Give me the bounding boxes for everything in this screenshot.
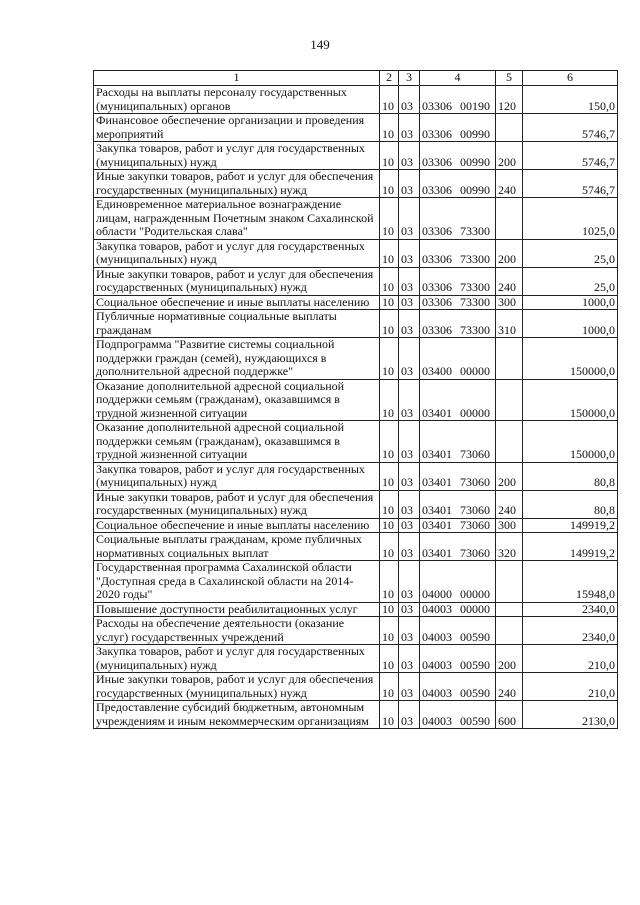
row-target-code (420, 701, 496, 729)
row-name: Оказание дополнительной адресной социальной поддержки семьям (гражданам), оказавшимся в трудной жизненной ситуации (94, 379, 380, 421)
row-amount: 1000,0 (523, 295, 618, 310)
row-subsection: 03 (399, 310, 420, 338)
table-row (94, 421, 618, 463)
row-amount: 25,0 (523, 267, 618, 295)
row-name: Закупка товаров, работ и услуг для государственных (муниципальных) нужд (94, 462, 380, 490)
row-subsection: 03 (399, 379, 420, 421)
row-target-code-program: 03401 (422, 545, 452, 560)
row-subsection: 03 (399, 86, 420, 114)
page-number: 149 (310, 37, 330, 52)
row-subsection: 03 (399, 518, 420, 533)
row-target-code (420, 86, 496, 114)
table-row (94, 701, 618, 729)
row-expense-type: 240 (496, 170, 523, 198)
row-target-code-program: 04000 (422, 587, 452, 601)
row-amount: 80,8 (523, 490, 618, 518)
row-subsection: 03 (399, 533, 420, 561)
row-target-code-program: 03306 (422, 126, 452, 141)
row-target-code-program: 04003 (422, 713, 452, 728)
row-section: 10 (380, 379, 399, 421)
row-subsection: 03 (399, 198, 420, 240)
table-row (94, 602, 618, 617)
row-name: Публичные нормативные социальные выплаты гражданам (94, 310, 380, 338)
row-name: Финансовое обеспечение организации и проведения мероприятий (94, 114, 380, 142)
row-target-code (420, 338, 496, 380)
row-name: Предоставление субсидий бюджетным, автономным учреждениям и иным некоммерческим организациям (94, 701, 380, 729)
row-section: 10 (380, 421, 399, 463)
row-name: Социальное обеспечение и иные выплаты населению (94, 518, 380, 533)
header-col-target-code: 4 (420, 71, 496, 86)
row-subsection: 03 (399, 490, 420, 518)
row-target-code (420, 114, 496, 142)
row-expense-type (496, 338, 523, 380)
row-target-code-program: 03401 (422, 517, 452, 532)
row-target-code (420, 645, 496, 673)
row-target-code-direction: 73300 (460, 294, 490, 309)
row-target-code (420, 310, 496, 338)
table-row (94, 310, 618, 338)
row-target-code (420, 673, 496, 701)
row-target-code-program: 03306 (422, 280, 452, 294)
row-amount: 1025,0 (523, 198, 618, 240)
row-amount: 149919,2 (523, 518, 618, 533)
row-target-code (420, 561, 496, 603)
row-expense-type (496, 198, 523, 240)
row-target-code (420, 379, 496, 421)
row-name: Государственная программа Сахалинской области "Доступная среда в Сахалинской области на 2014-2020 годы" (94, 561, 380, 603)
row-name: Единовременное материальное вознаграждение лицам, награжденным Почетным знаком Сахалинской области "Родительская слава" (94, 198, 380, 240)
row-amount: 2340,0 (523, 617, 618, 645)
row-target-code (420, 198, 496, 240)
row-amount: 5746,7 (523, 142, 618, 170)
row-section: 10 (380, 114, 399, 142)
row-expense-type (496, 602, 523, 617)
row-target-code (420, 602, 496, 617)
row-subsection: 03 (399, 295, 420, 310)
row-amount: 149919,2 (523, 533, 618, 561)
row-name: Социальное обеспечение и иные выплаты населению (94, 295, 380, 310)
row-target-code-program: 03401 (422, 475, 452, 489)
table-row (94, 645, 618, 673)
row-subsection: 03 (399, 602, 420, 617)
row-name: Повышение доступности реабилитационных услуг (94, 602, 380, 617)
row-expense-type: 200 (496, 239, 523, 267)
row-target-code-program: 04003 (422, 685, 452, 700)
row-subsection: 03 (399, 673, 420, 701)
row-target-code-direction: 73060 (460, 517, 490, 532)
row-target-code-program: 03306 (422, 294, 452, 309)
row-section: 10 (380, 490, 399, 518)
row-expense-type: 240 (496, 673, 523, 701)
row-expense-type: 240 (496, 267, 523, 295)
row-section: 10 (380, 295, 399, 310)
row-section: 10 (380, 701, 399, 729)
row-name: Иные закупки товаров, работ и услуг для обеспечения государственных (муниципальных) нужд (94, 267, 380, 295)
row-expense-type (496, 114, 523, 142)
row-subsection: 03 (399, 617, 420, 645)
row-amount: 150000,0 (523, 421, 618, 463)
row-section: 10 (380, 645, 399, 673)
table-row (94, 518, 618, 533)
row-target-code-program: 03306 (422, 224, 452, 238)
row-name: Оказание дополнительной адресной социальной поддержки семьям (гражданам), оказавшимся в трудной жизненной ситуации (94, 421, 380, 463)
header-col-name: 1 (94, 71, 380, 86)
row-target-code-program: 03306 (422, 322, 452, 337)
row-expense-type: 200 (496, 462, 523, 490)
row-target-code-program: 03306 (422, 182, 452, 197)
row-target-code (420, 533, 496, 561)
row-name: Иные закупки товаров, работ и услуг для обеспечения государственных (муниципальных) нужд (94, 673, 380, 701)
row-name: Расходы на выплаты персоналу государственных (муниципальных) органов (94, 86, 380, 114)
row-name: Закупка товаров, работ и услуг для государственных (муниципальных) нужд (94, 645, 380, 673)
row-section: 10 (380, 86, 399, 114)
row-amount: 1000,0 (523, 310, 618, 338)
row-target-code-program: 04003 (422, 629, 452, 644)
row-target-code-program: 04003 (422, 601, 452, 616)
row-target-code (420, 239, 496, 267)
table-row (94, 114, 618, 142)
row-section: 10 (380, 533, 399, 561)
row-subsection: 03 (399, 239, 420, 267)
row-target-code-direction: 00590 (460, 713, 490, 728)
budget-table (93, 70, 618, 729)
row-amount: 2340,0 (523, 602, 618, 617)
row-amount: 210,0 (523, 673, 618, 701)
row-target-code-direction: 00590 (460, 685, 490, 700)
row-amount: 5746,7 (523, 114, 618, 142)
header-col-section: 2 (380, 71, 399, 86)
row-target-code-direction: 73060 (460, 545, 490, 560)
row-expense-type (496, 617, 523, 645)
row-subsection: 03 (399, 701, 420, 729)
row-target-code-direction: 00000 (460, 587, 490, 601)
row-name: Иные закупки товаров, работ и услуг для обеспечения государственных (муниципальных) нужд (94, 490, 380, 518)
row-subsection: 03 (399, 142, 420, 170)
row-target-code-program: 03401 (422, 405, 452, 420)
row-subsection: 03 (399, 338, 420, 380)
row-expense-type: 310 (496, 310, 523, 338)
row-target-code (420, 267, 496, 295)
row-expense-type: 600 (496, 701, 523, 729)
table-row (94, 239, 618, 267)
row-subsection: 03 (399, 114, 420, 142)
row-target-code-direction: 73300 (460, 252, 490, 266)
row-amount: 150,0 (523, 86, 618, 114)
row-amount: 80,8 (523, 462, 618, 490)
table-header-row (94, 71, 618, 86)
row-target-code (420, 421, 496, 463)
row-section: 10 (380, 170, 399, 198)
row-target-code (420, 490, 496, 518)
row-expense-type: 300 (496, 518, 523, 533)
row-name: Закупка товаров, работ и услуг для государственных (муниципальных) нужд (94, 239, 380, 267)
row-subsection: 03 (399, 462, 420, 490)
row-name: Подпрограмма "Развитие системы социальной поддержки граждан (семей), нуждающихся в дополнительной адресной поддержке" (94, 338, 380, 380)
table-row (94, 462, 618, 490)
table-row (94, 533, 618, 561)
row-section: 10 (380, 239, 399, 267)
row-section: 10 (380, 518, 399, 533)
table-row (94, 198, 618, 240)
row-section: 10 (380, 310, 399, 338)
row-expense-type (496, 421, 523, 463)
row-expense-type (496, 561, 523, 603)
table-row (94, 490, 618, 518)
table-row (94, 617, 618, 645)
row-subsection: 03 (399, 170, 420, 198)
row-target-code-program: 03306 (422, 98, 452, 113)
row-target-code (420, 142, 496, 170)
table-row (94, 170, 618, 198)
row-target-code-direction: 00990 (460, 182, 490, 197)
row-amount: 25,0 (523, 239, 618, 267)
row-section: 10 (380, 338, 399, 380)
row-subsection: 03 (399, 267, 420, 295)
header-col-subsection: 3 (399, 71, 420, 86)
row-section: 10 (380, 602, 399, 617)
row-name: Расходы на обеспечение деятельности (оказание услуг) государственных учреждений (94, 617, 380, 645)
table-row (94, 295, 618, 310)
row-target-code-program: 03306 (422, 252, 452, 266)
row-target-code-direction: 00190 (460, 98, 490, 113)
row-target-code-direction: 00990 (460, 154, 490, 169)
row-subsection: 03 (399, 645, 420, 673)
row-target-code (420, 518, 496, 533)
row-expense-type: 320 (496, 533, 523, 561)
row-subsection: 03 (399, 421, 420, 463)
row-section: 10 (380, 673, 399, 701)
table-row (94, 86, 618, 114)
row-target-code-direction: 00000 (460, 364, 490, 378)
row-amount: 5746,7 (523, 170, 618, 198)
table-row (94, 561, 618, 603)
row-name: Социальные выплаты гражданам, кроме публичных нормативных социальных выплат (94, 533, 380, 561)
row-target-code-program: 03400 (422, 364, 452, 378)
row-target-code (420, 295, 496, 310)
row-target-code (420, 170, 496, 198)
row-target-code (420, 617, 496, 645)
row-section: 10 (380, 267, 399, 295)
row-target-code-direction: 73300 (460, 224, 490, 238)
row-target-code-direction: 00990 (460, 126, 490, 141)
row-target-code-program: 03401 (422, 503, 452, 517)
row-expense-type: 200 (496, 645, 523, 673)
row-target-code-direction: 00590 (460, 629, 490, 644)
row-expense-type: 300 (496, 295, 523, 310)
row-target-code-direction: 00000 (460, 601, 490, 616)
header-col-expense-type: 5 (496, 71, 523, 86)
row-target-code-direction: 73300 (460, 322, 490, 337)
row-section: 10 (380, 561, 399, 603)
table-row (94, 338, 618, 380)
table-row (94, 379, 618, 421)
row-target-code-program: 03401 (422, 447, 452, 461)
row-target-code-direction: 00000 (460, 405, 490, 420)
row-section: 10 (380, 142, 399, 170)
row-name: Закупка товаров, работ и услуг для государственных (муниципальных) нужд (94, 142, 380, 170)
row-section: 10 (380, 198, 399, 240)
row-expense-type (496, 379, 523, 421)
row-target-code-program: 04003 (422, 657, 452, 672)
table-row (94, 673, 618, 701)
row-target-code-direction: 73300 (460, 280, 490, 294)
row-amount: 150000,0 (523, 338, 618, 380)
row-target-code-direction: 73060 (460, 475, 490, 489)
row-amount: 15948,0 (523, 561, 618, 603)
row-expense-type: 200 (496, 142, 523, 170)
row-target-code-direction: 00590 (460, 657, 490, 672)
row-amount: 210,0 (523, 645, 618, 673)
header-col-amount: 6 (523, 71, 618, 86)
row-expense-type: 240 (496, 490, 523, 518)
row-section: 10 (380, 462, 399, 490)
row-expense-type: 120 (496, 86, 523, 114)
row-target-code-direction: 73060 (460, 447, 490, 461)
table-row (94, 142, 618, 170)
row-target-code-direction: 73060 (460, 503, 490, 517)
row-name: Иные закупки товаров, работ и услуг для обеспечения государственных (муниципальных) нужд (94, 170, 380, 198)
row-target-code (420, 462, 496, 490)
row-section: 10 (380, 617, 399, 645)
row-target-code-program: 03306 (422, 154, 452, 169)
table-row (94, 267, 618, 295)
row-amount: 150000,0 (523, 379, 618, 421)
row-subsection: 03 (399, 561, 420, 603)
row-amount: 2130,0 (523, 701, 618, 729)
